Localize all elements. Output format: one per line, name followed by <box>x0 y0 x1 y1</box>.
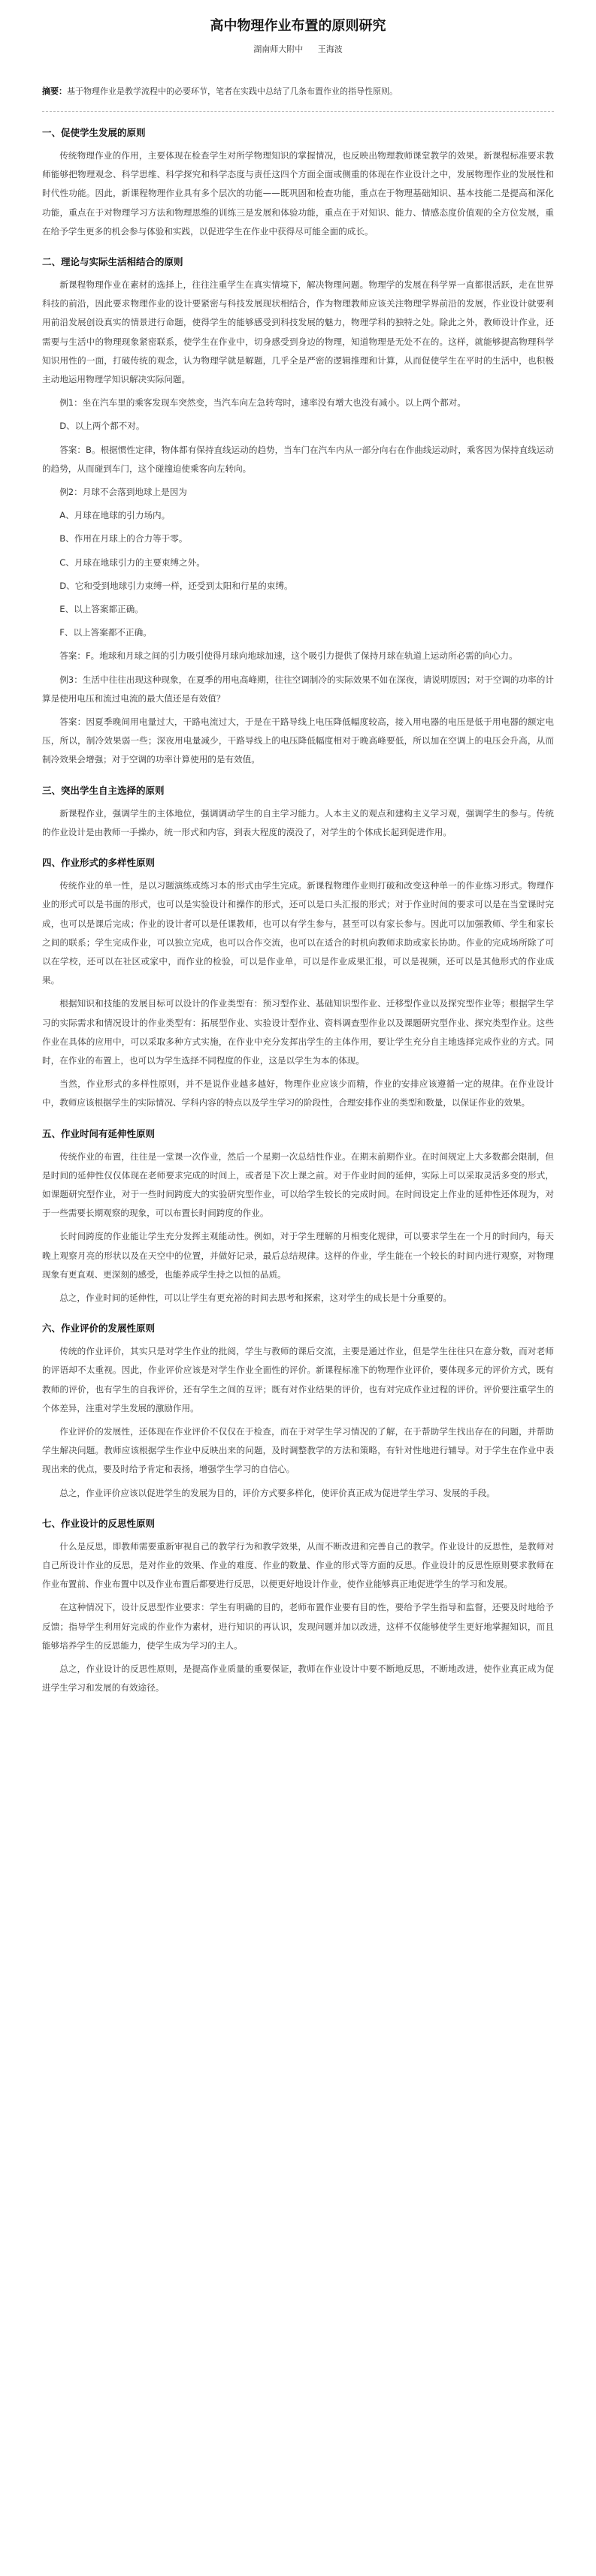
body-paragraph: 答案：F。地球和月球之间的引力吸引使得月球向地球加速，这个吸引力提供了保持月球在轨道上运动所必需的向心力。 <box>59 650 518 662</box>
body-paragraph: 新课程作业，强调学生的主体地位，强调调动学生的自主学习能力。人本主义的观点和建构主义学习观，强调学生的参与。传统的作业设计是由教师一手操办，统一形式和内容，到表大程度的漠没了，对学生的个体成长起到促进作用。 <box>42 807 554 837</box>
body-paragraph: 传统物理作业的作用，主要体现在检查学生对所学物理知识的掌握情况，也反映出物理教师课堂教学的效果。新课程标准要求教师能够把物理观念、科学思维、科学探究和科学态度与责任这四个方面全面或侧重的体现在作业设计之中，发展物理作业的发展性和时代性功能。因此，新课程物理作业具有多个层次的功能——既巩固和检查功能，重点在于物理基础知识、基本技能二是提高和深化功能，重点在于对物理学习方法和物理思维的训练三是发展和体验功能，重点在于对知识、能力、情感态度价值观的全方位发展，重在给予学生更多的机会参与体验和实践，以促进学生在作业中获得尽可能全面的成长。 <box>42 150 554 237</box>
body-paragraph: 传统作业的单一性，是以习题演练或练习本的形式由学生完成。新课程物理作业则打破和改变这种单一的作业练习形式。物理作业的形式可以是书面的形式，也可以是实验设计和操作的形式，还可以是口头汇报的形式；对于作业时间的要求可以是在当堂课时完成，也可以是课后完成；作业的设计者可以是任课教师，也可以有学生参与，甚至可以有家长参与。因此可以加强教师、学生和家长之间的联系；学生完成作业，可以独立完成，也可以合作交流，也可以在适合的时机向教师求助或家长协助。作业的完成场所除了可以在学校，还可以在社区或家中，而作业的检验，可以是作业单，可以是作业成果汇报，可以是视频，还可以是其他形式的作业成果。 <box>42 880 554 986</box>
author-line <box>42 44 554 56</box>
section-heading: 一、促使学生发展的原则 <box>42 127 146 138</box>
body-paragraph: E、以上答案都正确。 <box>59 604 144 615</box>
body-paragraph: 答案：因夏季晚间用电量过大，干路电流过大，于是在干路导线上电压降低幅度较高，接入用电器的电压是低于用电器的额定电压，所以，制冷效果弱一些；深夜用电量减少，干路导线上的电压降低幅度相对于晚高峰要低，所以加在空调上的电压会升高，从而制冷效果会增强；对于空调的功率计算使用的是有效值。 <box>42 716 554 765</box>
abstract <box>42 83 554 101</box>
section-heading: 六、作业评价的发展性原则 <box>42 1323 156 1335</box>
body-paragraph: 传统作业的布置，往往是一堂课一次作业，然后一个星期一次总结性作业。在期末前期作业。在时间规定上大多数都会限制，但是时间的延伸性仅仅体现在老师要求完成的时间上，或者是下次上课之前。对于作业时间的延伸，实际上可以采取灵活多变的形式，如课题研究型作业，对于一些时间跨度大的实验研究型作业，可以给学生较长的完成时间。在时间设定上作业的延伸性还体现为，对于一些需要长期观察的现象，可以布置长时间跨度的作业。 <box>42 1151 554 1219</box>
article-body <box>42 125 554 1697</box>
section-heading: 二、理论与实际生活相结合的原则 <box>42 256 183 268</box>
body-paragraph: 例1：坐在汽车里的乘客发现车突然变，当汽车向左急转弯时，速率没有增大也没有减小。以上两个都对。 <box>59 397 466 409</box>
body-paragraph: 总之，作业时间的延伸性，可以让学生有更充裕的时间去思考和探索，这对学生的成长是十分重要的。 <box>59 1292 452 1303</box>
body-paragraph: 在这种情况下，设计反思型作业要求：学生有明确的目的，老师布置作业要有目的性，要给予学生指导和监督，还要及时地给予反馈；指导学生利用好完成的作业作为素材，进行知识的再认识，发现问题并加以改进，这样不仅能够使学生更好地掌握知识，而且能够培养学生的反思能力，使学生成为学习的主人。 <box>42 1602 554 1651</box>
section-heading: 四、作业形式的多样性原则 <box>42 857 156 869</box>
body-paragraph: 根据知识和技能的发展目标可以设计的作业类型有：预习型作业、基础知识型作业、迁移型作业以及探究型作业等；根据学生学习的实际需求和情况设计的作业类型有：拓展型作业、实验设计型作业、资料调查型作业以及课题研究型作业、探究类型作业。这些作业在具体的应用中，可以采取多种方式实施，在作业中充分发挥出学生的主体作用，要让学生充分自主地选择完成作业的方式。同时，在作业的布置上，也可以为学生选择不同程度的作业，这是以学生为本的体现。 <box>42 998 554 1066</box>
page-title: 高中物理作业布置的原则研究 <box>210 18 386 34</box>
section-heading: 三、突出学生自主选择的原则 <box>42 784 165 796</box>
body-paragraph: D、以上两个都不对。 <box>59 421 145 432</box>
body-paragraph: D、它和受到地球引力束缚一样，还受到太阳和行星的束缚。 <box>59 580 293 591</box>
body-paragraph: A、月球在地球的引力场内。 <box>59 510 171 521</box>
body-paragraph: 新课程物理作业在素材的选择上，往往注重学生在真实情境下，解决物理问题。物理学的发展在科学界一直都很活跃，走在世界科技的前沿，因此要求物理作业的设计要紧密与科技发展现状相结合，作为物理教师应该关注物理学界前沿的发展，作业设计就要利用前沿发展创设真实的情景进行命题，使得学生的能够感受到科技发展的魅力，物理学科的独特之处。除此之外，教师设计作业，还需要与生活中的物理现象紧密联系，使学生在作业中，切身感受到身边的物理，知道物理是无处不在的。这样，就能够提高物理科学知识用性的一面，打破传统的观念，认为物理学就是解题，几乎全是严密的逻辑推理和计算，从而促使学生在平时的生活中，也积极主动地运用物理学知识解决实际问题。 <box>42 279 554 385</box>
body-paragraph: 总之，作业设计的反思性原则，是提高作业质量的重要保证，教师在作业设计中要不断地反思，不断地改进，使作业真正成为促进学生学习和发展的有效途径。 <box>42 1664 554 1694</box>
body-paragraph: 例3：生活中往往出现这种现象，在夏季的用电高峰期，往往空调制冷的实际效果不如在深夜，请说明原因；对于空调的功率的计算是使用电压和流过电流的最大值还是有效值？ <box>42 674 554 704</box>
body-paragraph: 什么是反思，即教师需要重新审视自己的教学行为和教学效果，从而不断改进和完善自己的教学。作业设计的反思性，是教师对自己所设计作业的反思，是对作业的效果、作业的难度、作业的数量、作业的形式等方面的反思。作业设计的反思性原则要求教师在作业布置前、作业布置中以及作业布置后都要进行反思，以便更好地设计作业，使作业能够真正地促进学生的学习和发展。 <box>42 1540 554 1590</box>
body-paragraph: B、作用在月球上的合力等于零。 <box>59 533 188 544</box>
body-paragraph: 例2：月球不会落到地球上是因为 <box>59 487 187 498</box>
body-paragraph: 长时间跨度的作业能让学生充分发挥主观能动性。例如，对于学生理解的月相变化规律，可以要求学生在一个月的时间内，每天晚上观察月亮的形状以及在天空中的位置，并做好记录，最后总结规律。这样的作业，学生能在一个较长的时间内进行观察，对物理现象有更直观、更深刻的感受，也能养成学生持之以恒的品质。 <box>42 1231 554 1280</box>
abstract-text: 基于物理作业是教学流程中的必要环节，笔者在实践中总结了几条布置作业的指导性原则。 <box>67 86 398 96</box>
section-heading: 五、作业时间有延伸性原则 <box>42 1127 156 1139</box>
abstract-label: 摘要： <box>42 86 67 96</box>
body-paragraph: 当然，作业形式的多样性原则，并不是说作业越多越好，物理作业应该少而精，作业的安排应该遵循一定的规律。在作业设计中，教师应该根据学生的实际情况、学科内容的特点以及学生学习的阶段性，合理安排作业的类型和数量，以保证作业的效果。 <box>42 1078 554 1109</box>
divider <box>42 111 554 112</box>
body-paragraph: 答案：B。根据惯性定律，物体都有保持直线运动的趋势，当车门在汽车内从一部分向右在作曲线运动时，乘客因为保持直线运动的趋势，从而碰到车门，这个碰撞迫使乘客向左转向。 <box>42 444 554 474</box>
body-paragraph: F、以上答案都不正确。 <box>59 627 152 638</box>
body-paragraph: 总之，作业评价应该以促进学生的发展为目的，评价方式要多样化，使评价真正成为促进学生学习、发展的手段。 <box>59 1487 495 1498</box>
author-affiliation: 湖南师大附中 <box>253 44 304 54</box>
author-name: 王海波 <box>317 44 343 54</box>
body-paragraph: 传统的作业评价，其实只是对学生作业的批阅，学生与教师的课后交流，主要是通过作业，但是学生往往只在意分数，而对老师的评语却不太重视。因此，作业评价应该是对学生作业全面性的评价。新课程标准下的物理作业评价，要体现多元的评价方式，既有教师的评价，也有学生的自我评价，还有学生之间的互评；既有对作业结果的评价，也有对完成作业过程的评价。评价要注重学生的个体差异，注重对学生发展的激励作用。 <box>42 1346 554 1413</box>
section-heading: 七、作业设计的反思性原则 <box>42 1517 156 1529</box>
body-paragraph: 作业评价的发展性，还体现在作业评价不仅仅在于检查，而在于对学生学习情况的了解，在于帮助学生找出存在的问题，并帮助学生解决问题。教师应该根据学生作业中反映出来的问题，及时调整教学的方法和策略，有针对性地进行辅导。对于学生在作业中表现出来的优点，要及时给予肯定和表扬，增强学生学习的自信心。 <box>42 1425 554 1475</box>
body-paragraph: C、月球在地球引力的主要束缚之外。 <box>59 557 205 568</box>
